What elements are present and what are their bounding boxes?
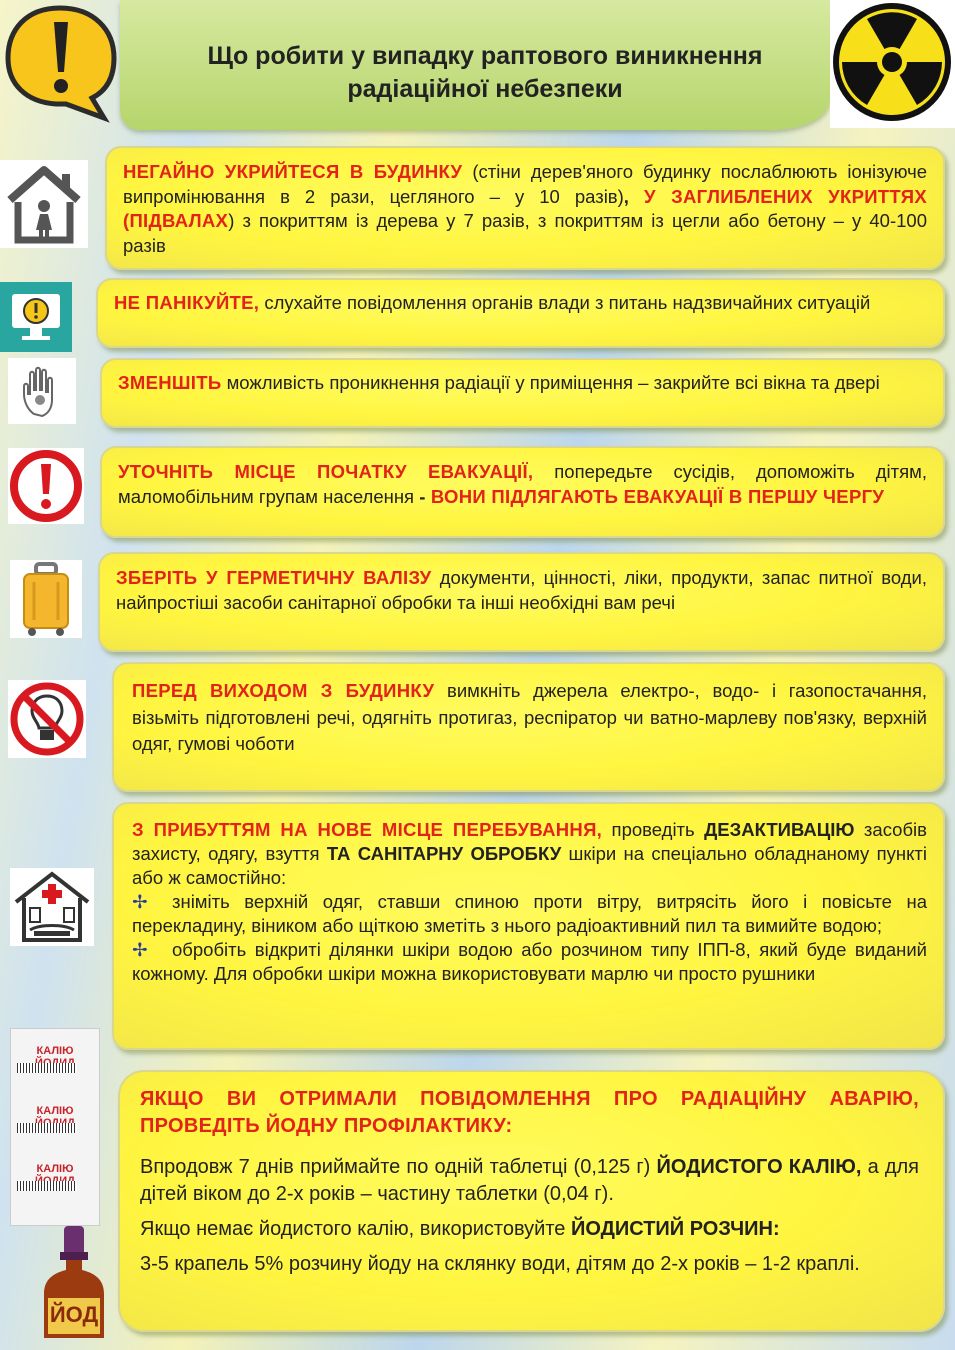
iodine-bold-1: ЙОДИСТОГО КАЛІЮ, (656, 1156, 862, 1178)
card-arrival (112, 802, 945, 1050)
arrival-text-2: засобів захисту, одягу, взуття (132, 819, 927, 864)
card-suitcase (98, 552, 945, 652)
iodine-bold-2: ЙОДИСТИЙ РОЗЧИН: (570, 1218, 780, 1240)
shelter-text-2: ) з покриттям із дерева у 7 разів, з покриттям із цегли або бетону – у 40-100 разів (123, 210, 927, 256)
evacuation-text: попередьте сусідів, допоможіть дітям, маломобільним групам населення (118, 461, 928, 507)
panic-heading: НЕ ПАНІКУЙТЕ, (114, 292, 260, 313)
exclamation-speech-bubble-icon (0, 0, 120, 125)
arrival-text-1: проведіть (602, 819, 705, 840)
iodide-package-label: КАЛІЮ (36, 1163, 74, 1175)
evacuation-heading: УТОЧНІТЬ МІСЦЕ ПОЧАТКУ ЕВАКУАЦІЇ, (118, 461, 534, 482)
iodine-heading: ЯКЩО ВИ ОТРИМАЛИ ПОВІДОМЛЕННЯ ПРО РАДІАЦІЙНУ АВАРІЮ, ПРОВЕДІТЬ ЙОДНУ ПРОФІЛАКТИКУ: (140, 1088, 919, 1137)
arrival-bold-2: ТА САНІТАРНУ ОБРОБКУ (326, 843, 562, 864)
iodine-text-4: 3-5 крапель 5% розчину йоду на склянку води, дітям до 2-х років – 1-2 краплі. (140, 1253, 860, 1275)
reduce-heading: ЗМЕНШІТЬ (118, 372, 222, 393)
iodine-text-2: а для дітей віком до 2-х років – частину таблетки (0,04 г). (140, 1156, 919, 1205)
iodine-text-3: Якщо немає йодистого калію, використовуйте (140, 1218, 571, 1240)
page-title: Що робити у випадку раптового виникнення радіаційної небезпеки (207, 42, 763, 103)
red-exclamation-circle-icon (8, 448, 84, 524)
shelter-heading-2: У ЗАГЛИБЛЕНИХ УКРИТТЯХ (ПІДВАЛАХ (123, 185, 927, 231)
suitcase-heading: ЗБЕРІТЬ У ГЕРМЕТИЧНУ ВАЛІЗУ (116, 567, 432, 588)
leaving-heading: ПЕРЕД ВИХОДОМ З БУДИНКУ (132, 680, 435, 701)
reduce-text: можливість проникнення радіації у приміщення – закрийте всі вікна та двері (221, 372, 880, 393)
monitor-alert-icon (0, 282, 72, 352)
card-panic (96, 278, 945, 348)
bullet-icon: ✢ (132, 891, 148, 912)
arrival-bullet-1: зніміть верхній одяг, ставши спиною проти вітру, витрясіть його і повісьте на перекладину, віником або щіткою зметіть з нього радіоактивний пил та вимийте водою; (132, 891, 927, 936)
iodine-bottle-label: ЙОД (49, 1302, 99, 1327)
card-shelter (105, 146, 945, 270)
shelter-separator: , (623, 185, 644, 207)
house-with-child-icon (0, 160, 88, 248)
bullet-icon: ✢ (132, 939, 148, 960)
no-lightbulb-icon (8, 680, 86, 758)
arrival-heading: З ПРИБУТТЯМ НА НОВЕ МІСЦЕ ПЕРЕБУВАННЯ, (132, 819, 603, 840)
card-reduce (100, 358, 945, 428)
arrival-text-3: шкіри на спеціально обладнаному пункті або ж самостійно: (132, 843, 927, 888)
sanitary-house-icon (10, 868, 94, 946)
card-evacuation (100, 446, 945, 538)
radiation-trefoil-icon (830, 0, 955, 128)
iodide-package-label: КАЛІЮ (36, 1105, 74, 1117)
iodide-package-label: КАЛІЮ (36, 1045, 74, 1057)
evacuation-heading-2: ВОНИ ПІДЛЯГАЮТЬ ЕВАКУАЦІЇ В ПЕРШУ ЧЕРГУ (425, 485, 885, 507)
iodine-bottle-icon (38, 1222, 110, 1344)
suitcase-text: документи, цінності, ліки, продукти, запас питної води, найпростіші засоби санітарної обробки та інші необхідні вам речі (116, 567, 927, 613)
iodine-text-1: Впродовж 7 днів приймайте по одній таблетці (0,125 г) (140, 1156, 657, 1178)
suitcase-icon (10, 560, 82, 638)
potassium-iodide-package-icon (10, 1028, 100, 1226)
evacuation-dash: - (419, 485, 426, 507)
panic-text: слухайте повідомлення органів влади з питань надзвичайних ситуацій (259, 292, 871, 313)
card-iodine (118, 1070, 945, 1332)
arrival-bold-1: ДЕЗАКТИВАЦІЮ (704, 819, 855, 840)
shelter-heading: НЕГАЙНО УКРИЙТЕСЯ В БУДИНКУ (123, 161, 463, 182)
leaving-text: вимкніть джерела електро-, водо- і газопостачання, візьміть підготовлені речі, одягніть протигаз, респіратор чи ватно-марлеву пов'язку, верхній одяг, гумові чоботи (132, 680, 927, 754)
shelter-text: (стіни дерев'яного будинку послаблюють іонізуюче випромінювання в 2 рази, цегляного – у 10 разів) (123, 161, 927, 207)
arrival-bullet-2: обробіть відкриті ділянки шкіри водою або розчином типу ІПП-8, який буде виданий кожному. Для обробки шкіри можна використовувати марлю чи просто рушники (132, 939, 927, 984)
stop-hand-icon (8, 358, 76, 424)
card-leaving (112, 662, 945, 792)
